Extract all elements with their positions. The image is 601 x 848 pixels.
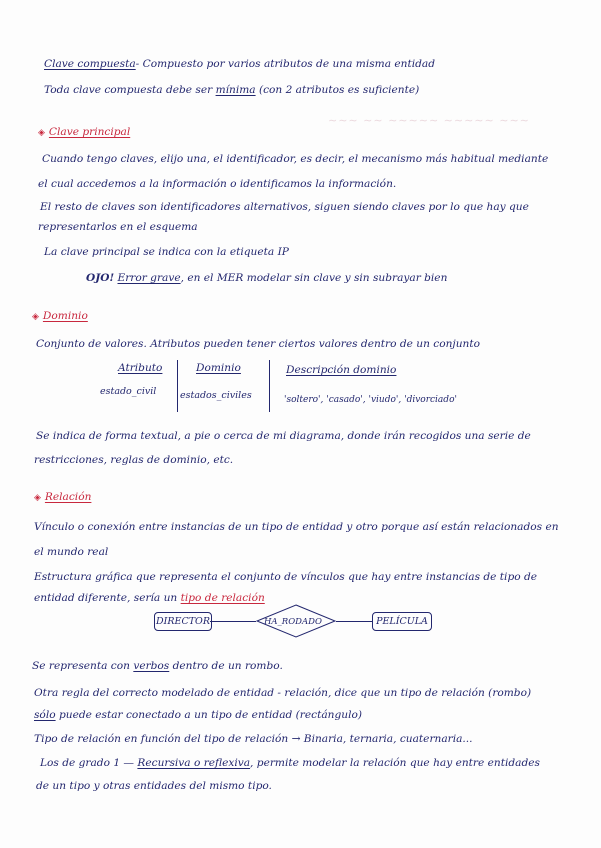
error-label: Error grave — [117, 272, 181, 284]
paragraph-line: El resto de claves son identificadores alternativos, siguen siendo claves por lo que hay que — [40, 201, 529, 213]
paragraph-line — [32, 660, 283, 673]
table-header-atributo: Atributo — [118, 362, 163, 374]
recursiva-term: Recursiva o reflexiva — [137, 757, 251, 769]
table-cell-atributo: estado_civil — [100, 386, 157, 397]
table-header-descripcion: Descripción dominio — [286, 364, 397, 376]
warning-line — [86, 272, 447, 285]
text-b: puede estar conectado a un tipo de entidad (rectángulo) — [55, 709, 362, 721]
paragraph-line: Cuando tengo claves, elijo una, el identificador, es decir, el mecanismo más habitual mediante — [42, 153, 549, 165]
heading-text: Relación — [44, 491, 92, 503]
paragraph-line: Se indica de forma textual, a pie o cerca de mi diagrama, donde irán recogidos una serie de — [36, 430, 531, 442]
table-header-dominio: Dominio — [196, 362, 241, 374]
paragraph-line — [40, 757, 540, 770]
solo-term: sólo — [34, 709, 56, 721]
clave-compuesta-rule — [44, 84, 419, 97]
connector-line — [210, 621, 256, 622]
entity-director: DIRECTOR — [154, 612, 212, 631]
text-b: dentro de un rombo. — [169, 660, 283, 672]
rule-text-minima: mínima — [215, 84, 256, 96]
table-cell-descripcion: 'soltero', 'casado', 'viudo', 'divorciado' — [284, 395, 457, 405]
clave-compuesta-line — [44, 58, 435, 71]
entity-pelicula: PELÍCULA — [372, 612, 432, 631]
table-cell-dominio: estados_civiles — [180, 390, 252, 401]
paragraph-line: La clave principal se indica con la etiqueta IP — [44, 246, 289, 258]
paragraph-line: Vínculo o conexión entre instancias de un tipo de entidad y otro porque así están relacionados en — [34, 521, 559, 533]
clave-compuesta-term: Clave compuesta — [44, 58, 136, 70]
tipo-relacion-term: tipo de relación — [180, 592, 265, 604]
paragraph-line: el mundo real — [34, 546, 109, 558]
text-a: entidad diferente, sería un — [34, 592, 181, 604]
heading-text: Clave principal — [48, 126, 131, 138]
clave-compuesta-def: - Compuesto por varios atributos de una misma entidad — [135, 58, 436, 70]
bullet-icon: ◈ — [32, 312, 39, 322]
paragraph-line: Conjunto de valores. Atributos pueden tener ciertos valores dentro de un conjunto — [36, 338, 480, 350]
warning-text: , en el MER modelar sin clave y sin subrayar bien — [180, 272, 448, 284]
table-divider — [269, 360, 270, 412]
dominio-heading — [32, 310, 88, 324]
bullet-icon: ◈ — [34, 493, 41, 503]
paragraph-line: Tipo de relación en función del tipo de relación → Binaria, ternaria, cuaternaria... — [34, 733, 473, 745]
rule-text-b: (con 2 atributos es suficiente) — [255, 84, 420, 96]
ojo-label: OJO! — [86, 272, 115, 284]
paragraph-line — [34, 592, 265, 605]
relationship-label: HA_RODADO — [264, 617, 322, 627]
paragraph-line: restricciones, reglas de dominio, etc. — [34, 454, 234, 466]
paragraph-line: representarlos en el esquema — [38, 221, 198, 233]
text-a: Se representa con — [32, 660, 134, 672]
paragraph-line: Estructura gráfica que representa el conjunto de vínculos que hay entre instancias de tipo de — [34, 571, 538, 583]
paragraph-line — [34, 709, 362, 722]
paragraph-line: el cual accedemos a la información o identificamos la información. — [38, 178, 397, 190]
text-a: Los de grado 1 — — [40, 757, 138, 769]
table-divider — [177, 360, 178, 412]
rule-text-a: Toda clave compuesta debe ser — [44, 84, 216, 96]
text-b: , permite modelar la relación que hay entre entidades — [250, 757, 540, 769]
bullet-icon: ◈ — [38, 128, 45, 138]
connector-line — [336, 621, 372, 622]
paragraph-line: Otra regla del correcto modelado de entidad - relación, dice que un tipo de relación (rombo) — [34, 687, 532, 699]
paragraph-line: de un tipo y otras entidades del mismo tipo. — [36, 780, 272, 792]
heading-text: Dominio — [42, 310, 88, 322]
verbos-term: verbos — [133, 660, 170, 672]
relacion-heading — [34, 491, 91, 505]
clave-principal-heading — [38, 126, 130, 140]
bleed-through-marks: ∼∼∼ ∼∼ ∼∼∼∼∼ ∼∼∼∼∼ ∼∼∼ — [328, 114, 530, 127]
